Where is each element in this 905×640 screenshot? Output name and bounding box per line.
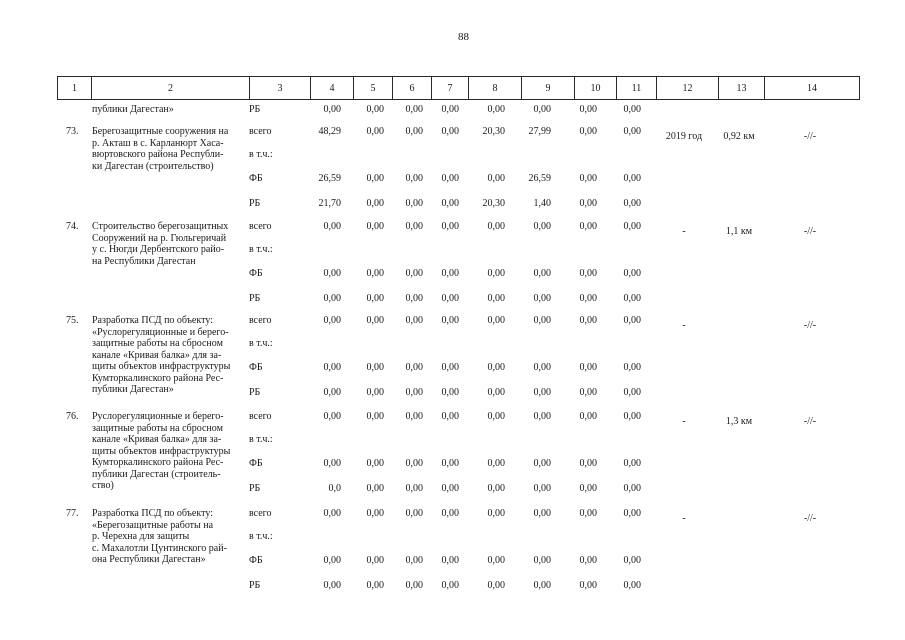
value-cell: 0,00 bbox=[405, 458, 423, 469]
header-cell-13: 13 bbox=[718, 76, 764, 100]
value-cell: 0,00 bbox=[623, 173, 641, 184]
header-cell-14: 14 bbox=[764, 76, 860, 100]
value-cell: 0,00 bbox=[441, 483, 459, 494]
value-cell: 0,00 bbox=[533, 580, 551, 591]
row-number: 75. bbox=[66, 315, 79, 326]
value-cell: 0,00 bbox=[487, 293, 505, 304]
value-cell: 0,00 bbox=[441, 268, 459, 279]
value-cell: 0,00 bbox=[533, 362, 551, 373]
row-year: 2019 год bbox=[665, 131, 703, 142]
value-cell: 0,00 bbox=[533, 387, 551, 398]
value-cell: 0,00 bbox=[579, 198, 597, 209]
value-cell: 0,00 bbox=[533, 483, 551, 494]
value-cell: 0,00 bbox=[323, 387, 341, 398]
value-cell: 0,00 bbox=[441, 411, 459, 422]
row-type: РБ bbox=[249, 198, 261, 209]
value-cell: 0,00 bbox=[405, 268, 423, 279]
value-cell: 0,00 bbox=[323, 104, 341, 115]
value-cell: 0,00 bbox=[366, 483, 384, 494]
row-name: Руслорегуляционные и берего- защитные работы на сбросном канале «Кривая балка» для за- щиты объектов инфраструктуры Кумторкалинского района Рес- публики Дагестан (строитель- ство) bbox=[92, 411, 231, 491]
value-cell: 0,00 bbox=[441, 508, 459, 519]
value-cell: 0,00 bbox=[323, 555, 341, 566]
value-cell: 0,00 bbox=[533, 458, 551, 469]
header-cell-2: 2 bbox=[91, 76, 249, 100]
value-cell: 0,00 bbox=[623, 221, 641, 232]
page-number: 88 bbox=[458, 31, 469, 43]
header-cell-7: 7 bbox=[431, 76, 468, 100]
value-cell: 0,00 bbox=[579, 315, 597, 326]
value-cell: 0,00 bbox=[487, 104, 505, 115]
row-year: - bbox=[682, 226, 686, 237]
value-cell: 0,00 bbox=[366, 580, 384, 591]
header-cell-8: 8 bbox=[468, 76, 521, 100]
row-type: всего bbox=[249, 508, 272, 519]
value-cell: 0,00 bbox=[487, 483, 505, 494]
row-type: всего bbox=[249, 411, 272, 422]
value-cell: 0,00 bbox=[623, 315, 641, 326]
row-type: всего bbox=[249, 221, 272, 232]
value-cell: 0,00 bbox=[441, 458, 459, 469]
value-cell: 0,00 bbox=[623, 411, 641, 422]
row-type: РБ bbox=[249, 387, 261, 398]
value-cell: 0,00 bbox=[579, 268, 597, 279]
row-note: -//- bbox=[803, 131, 817, 142]
value-cell: 0,00 bbox=[405, 387, 423, 398]
header-cell-11: 11 bbox=[616, 76, 656, 100]
row-name: Берегозащитные сооружения на р. Акташ в с. Карланюрт Хаса- вюртовского района Республи- ки Дагестан (строительство) bbox=[92, 126, 229, 172]
row-number: 74. bbox=[66, 221, 79, 232]
value-cell: 0,00 bbox=[323, 508, 341, 519]
row-type: всего bbox=[249, 315, 272, 326]
row-name: Разработка ПСД по объекту: «Берегозащитные работы на р. Черехна для защиты с. Махалотли Цунтинского рай- она Республики Дагестан» bbox=[92, 508, 227, 565]
row-number: 76. bbox=[66, 411, 79, 422]
value-cell: 0,00 bbox=[533, 268, 551, 279]
value-cell: 0,00 bbox=[366, 362, 384, 373]
row-type: РБ bbox=[249, 580, 261, 591]
row-type: ФБ bbox=[249, 173, 263, 184]
row-type: ФБ bbox=[249, 362, 263, 373]
value-cell: 0,00 bbox=[579, 362, 597, 373]
value-cell: 0,00 bbox=[487, 411, 505, 422]
value-cell: 0,00 bbox=[623, 580, 641, 591]
row-note: -//- bbox=[803, 513, 817, 524]
row-name: Разработка ПСД по объекту: «Руслорегуляционные и берего- защитные работы на сбросном канале «Кривая балка» для за- щиты объектов инфраструктуры Кумторкалинского района Рес- публики Дагестан» bbox=[92, 315, 231, 395]
value-cell: 0,00 bbox=[533, 411, 551, 422]
row-length: 1,3 км bbox=[725, 416, 753, 427]
value-cell: 0,00 bbox=[579, 293, 597, 304]
value-cell: 0,00 bbox=[405, 173, 423, 184]
value-cell: 0,00 bbox=[405, 555, 423, 566]
value-cell: 0,00 bbox=[405, 221, 423, 232]
row-note: -//- bbox=[803, 416, 817, 427]
header-cell-4: 4 bbox=[310, 76, 353, 100]
row-year: - bbox=[682, 513, 686, 524]
value-cell: 0,00 bbox=[623, 268, 641, 279]
value-cell: 26,59 bbox=[318, 173, 341, 184]
value-cell: 0,00 bbox=[441, 387, 459, 398]
row-type: РБ bbox=[249, 104, 261, 115]
row-type: ФБ bbox=[249, 268, 263, 279]
value-cell: 0,00 bbox=[323, 411, 341, 422]
value-cell: 0,00 bbox=[441, 293, 459, 304]
row-name: Строительство берегозащитных Сооружений на р. Гюльгеричай у с. Нюгди Дербентского райо- на Республики Дагестан bbox=[92, 221, 229, 267]
value-cell: 0,00 bbox=[405, 126, 423, 137]
value-cell: 0,00 bbox=[405, 362, 423, 373]
value-cell: 0,00 bbox=[579, 221, 597, 232]
value-cell: 0,00 bbox=[579, 173, 597, 184]
value-cell: 0,00 bbox=[579, 387, 597, 398]
value-cell: 0,00 bbox=[623, 126, 641, 137]
value-cell: 0,00 bbox=[579, 126, 597, 137]
value-cell: 0,00 bbox=[405, 483, 423, 494]
row-type: ФБ bbox=[249, 458, 263, 469]
value-cell: 0,00 bbox=[441, 315, 459, 326]
value-cell: 0,00 bbox=[579, 411, 597, 422]
value-cell: 0,00 bbox=[623, 458, 641, 469]
header-cell-1: 1 bbox=[57, 76, 91, 100]
value-cell: 0,00 bbox=[487, 387, 505, 398]
row-number: 73. bbox=[66, 126, 79, 137]
value-cell: 0,00 bbox=[623, 104, 641, 115]
value-cell: 0,00 bbox=[366, 508, 384, 519]
value-cell: 0,00 bbox=[441, 221, 459, 232]
value-cell: 0,00 bbox=[623, 362, 641, 373]
row-note: -//- bbox=[803, 320, 817, 331]
value-cell: 0,00 bbox=[623, 483, 641, 494]
value-cell: 0,00 bbox=[533, 315, 551, 326]
value-cell: 0,00 bbox=[441, 104, 459, 115]
value-cell: 0,00 bbox=[623, 198, 641, 209]
value-cell: 0,00 bbox=[366, 293, 384, 304]
value-cell: 0,00 bbox=[487, 268, 505, 279]
value-cell: 0,00 bbox=[487, 221, 505, 232]
value-cell: 0,00 bbox=[579, 508, 597, 519]
value-cell: 0,00 bbox=[623, 508, 641, 519]
value-cell: 0,00 bbox=[623, 293, 641, 304]
value-cell: 0,00 bbox=[366, 126, 384, 137]
value-cell: 0,00 bbox=[405, 315, 423, 326]
value-cell: 21,70 bbox=[318, 198, 341, 209]
value-cell: 0,00 bbox=[487, 458, 505, 469]
value-cell: 0,00 bbox=[533, 555, 551, 566]
value-cell: 0,00 bbox=[366, 198, 384, 209]
row-number: 77. bbox=[66, 508, 79, 519]
value-cell: 0,00 bbox=[487, 362, 505, 373]
value-cell: 0,00 bbox=[405, 293, 423, 304]
row-year: - bbox=[682, 416, 686, 427]
value-cell: 0,00 bbox=[323, 458, 341, 469]
value-cell: 0,00 bbox=[405, 580, 423, 591]
value-cell: 0,00 bbox=[441, 555, 459, 566]
value-cell: 0,00 bbox=[405, 104, 423, 115]
value-cell: 0,00 bbox=[579, 555, 597, 566]
row-type: в т.ч.: bbox=[249, 149, 273, 160]
row-type: в т.ч.: bbox=[249, 531, 273, 542]
value-cell: 0,00 bbox=[623, 555, 641, 566]
value-cell: 0,00 bbox=[323, 315, 341, 326]
value-cell: 27,99 bbox=[528, 126, 551, 137]
value-cell: 0,00 bbox=[441, 198, 459, 209]
row-year: - bbox=[682, 320, 686, 331]
value-cell: 48,29 bbox=[318, 126, 341, 137]
value-cell: 0,00 bbox=[579, 483, 597, 494]
value-cell: 0,00 bbox=[323, 580, 341, 591]
value-cell: 0,00 bbox=[487, 315, 505, 326]
row-type: ФБ bbox=[249, 555, 263, 566]
row-type: в т.ч.: bbox=[249, 338, 273, 349]
value-cell: 0,00 bbox=[623, 387, 641, 398]
value-cell: 0,00 bbox=[405, 198, 423, 209]
value-cell: 0,00 bbox=[405, 508, 423, 519]
row-note: -//- bbox=[803, 226, 817, 237]
value-cell: 0,00 bbox=[441, 580, 459, 591]
value-cell: 0,00 bbox=[323, 293, 341, 304]
value-cell: 0,00 bbox=[579, 580, 597, 591]
value-cell: 0,00 bbox=[579, 458, 597, 469]
value-cell: 0,00 bbox=[533, 104, 551, 115]
value-cell: 1,40 bbox=[533, 198, 551, 209]
header-cell-5: 5 bbox=[353, 76, 392, 100]
value-cell: 26,59 bbox=[528, 173, 551, 184]
header-cell-12: 12 bbox=[656, 76, 718, 100]
value-cell: 0,00 bbox=[366, 387, 384, 398]
header-cell-6: 6 bbox=[392, 76, 431, 100]
value-cell: 0,0 bbox=[328, 483, 341, 494]
value-cell: 0,00 bbox=[487, 555, 505, 566]
value-cell: 0,00 bbox=[533, 508, 551, 519]
value-cell: 0,00 bbox=[487, 508, 505, 519]
table-header bbox=[57, 76, 860, 101]
header-cell-10: 10 bbox=[574, 76, 616, 100]
value-cell: 0,00 bbox=[441, 173, 459, 184]
value-cell: 0,00 bbox=[579, 104, 597, 115]
header-cell-3: 3 bbox=[249, 76, 310, 100]
value-cell: 0,00 bbox=[441, 126, 459, 137]
row-type: РБ bbox=[249, 483, 261, 494]
value-cell: 0,00 bbox=[405, 411, 423, 422]
value-cell: 0,00 bbox=[366, 221, 384, 232]
value-cell: 0,00 bbox=[533, 221, 551, 232]
value-cell: 0,00 bbox=[323, 268, 341, 279]
row-length: 0,92 км bbox=[723, 131, 755, 142]
value-cell: 0,00 bbox=[366, 555, 384, 566]
value-cell: 0,00 bbox=[366, 458, 384, 469]
value-cell: 0,00 bbox=[366, 173, 384, 184]
row-type: РБ bbox=[249, 293, 261, 304]
value-cell: 0,00 bbox=[366, 315, 384, 326]
value-cell: 20,30 bbox=[482, 198, 505, 209]
value-cell: 0,00 bbox=[366, 268, 384, 279]
value-cell: 0,00 bbox=[533, 293, 551, 304]
value-cell: 0,00 bbox=[441, 362, 459, 373]
row-type: в т.ч.: bbox=[249, 244, 273, 255]
value-cell: 0,00 bbox=[366, 411, 384, 422]
row-length: 1,1 км bbox=[725, 226, 753, 237]
value-cell: 0,00 bbox=[323, 221, 341, 232]
row-type: всего bbox=[249, 126, 272, 137]
row-name: публики Дагестан» bbox=[92, 104, 174, 115]
value-cell: 0,00 bbox=[366, 104, 384, 115]
row-type: в т.ч.: bbox=[249, 434, 273, 445]
value-cell: 20,30 bbox=[482, 126, 505, 137]
value-cell: 0,00 bbox=[323, 362, 341, 373]
value-cell: 0,00 bbox=[487, 580, 505, 591]
value-cell: 0,00 bbox=[487, 173, 505, 184]
header-cell-9: 9 bbox=[521, 76, 574, 100]
